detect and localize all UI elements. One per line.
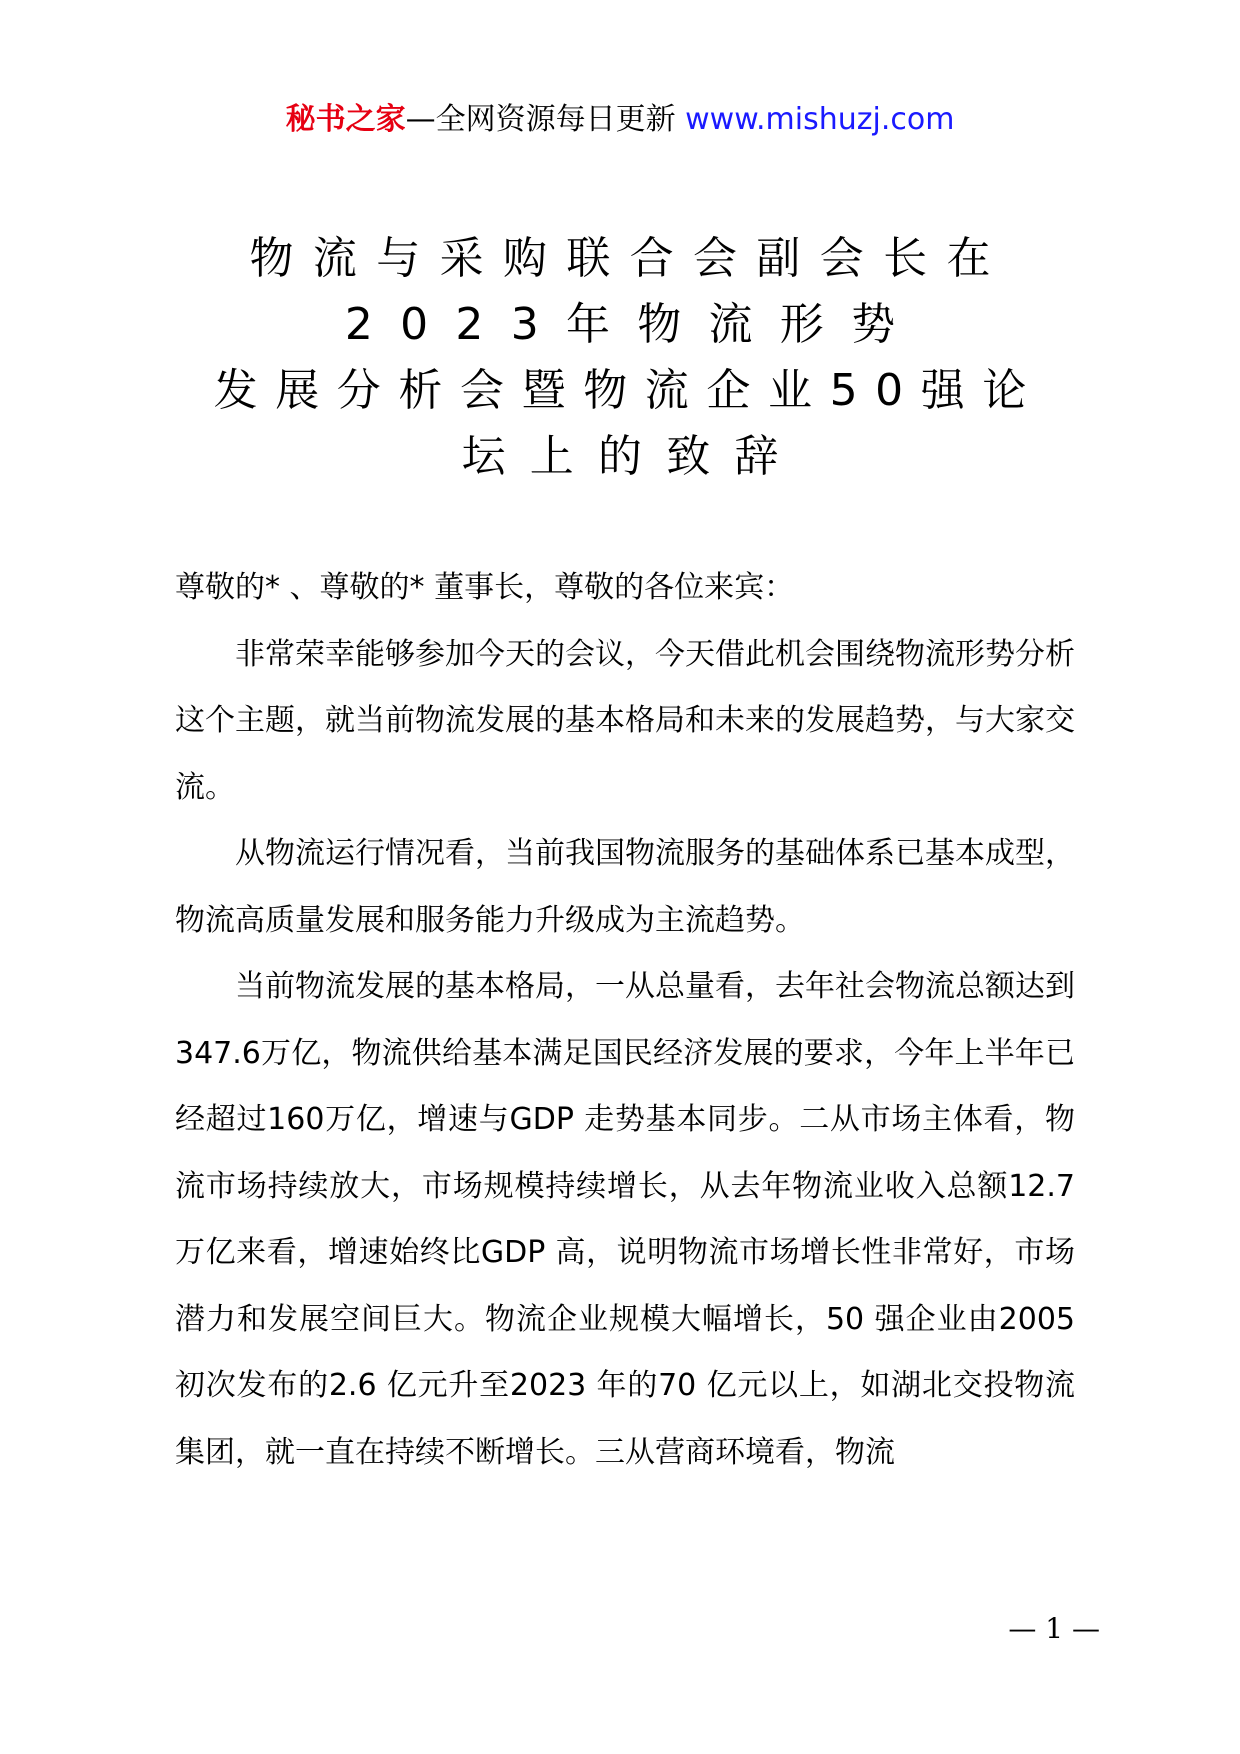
site-banner: [0, 100, 1240, 140]
title-line-2: 2023年物流形势: [344, 299, 923, 350]
site-brand: 秘书之家: [285, 102, 406, 137]
salutation: 尊敬的* 、尊敬的* 董事长，尊敬的各位来宾：: [175, 570, 795, 605]
title-line-4: 坛上的致辞: [461, 431, 803, 482]
paragraph-3: 当前物流发展的基本格局，一从总量看，去年社会物流总额达到347.6万亿，物流供给基本满足国民经济发展的要求，今年上半年已经超过160万亿，增速与GDP 走势基本同步。二从市场主体看，物流市场持续放大，市场规模持续增长，从去年物流业收入总额12.7 万亿来看，增速始终比GDP 高，说明物流市场增长性非常好，市场潜力和发展空间巨大。物流企业规模大幅增长，50 强企业由2005 初次发布的2.6 亿元升至2023 年的70 亿元以上，如湖北交投物流集团，就一直在持续不断增长。三从营商环境看，物流: [175, 969, 1075, 1470]
paragraph-1: 非常荣幸能够参加今天的会议，今天借此机会围绕物流形势分析这个主题，就当前物流发展的基本格局和未来的发展趋势，与大家交流。: [175, 636, 1075, 805]
document-title: [160, 226, 1080, 490]
site-url-link[interactable]: www.mishuzj.com: [685, 102, 955, 137]
page-number: — 1 —: [1008, 1612, 1100, 1645]
document-body: [175, 555, 1075, 1486]
title-line-1: 物流与采购联合会副会长在: [249, 233, 1010, 284]
site-tagline: —全网资源每日更新: [405, 102, 676, 137]
title-line-3: 发展分析会暨物流企业50强论: [213, 365, 1044, 416]
paragraph-2: 从物流运行情况看，当前我国物流服务的基础体系已基本成型，物流高质量发展和服务能力升级成为主流趋势。: [175, 836, 1075, 938]
